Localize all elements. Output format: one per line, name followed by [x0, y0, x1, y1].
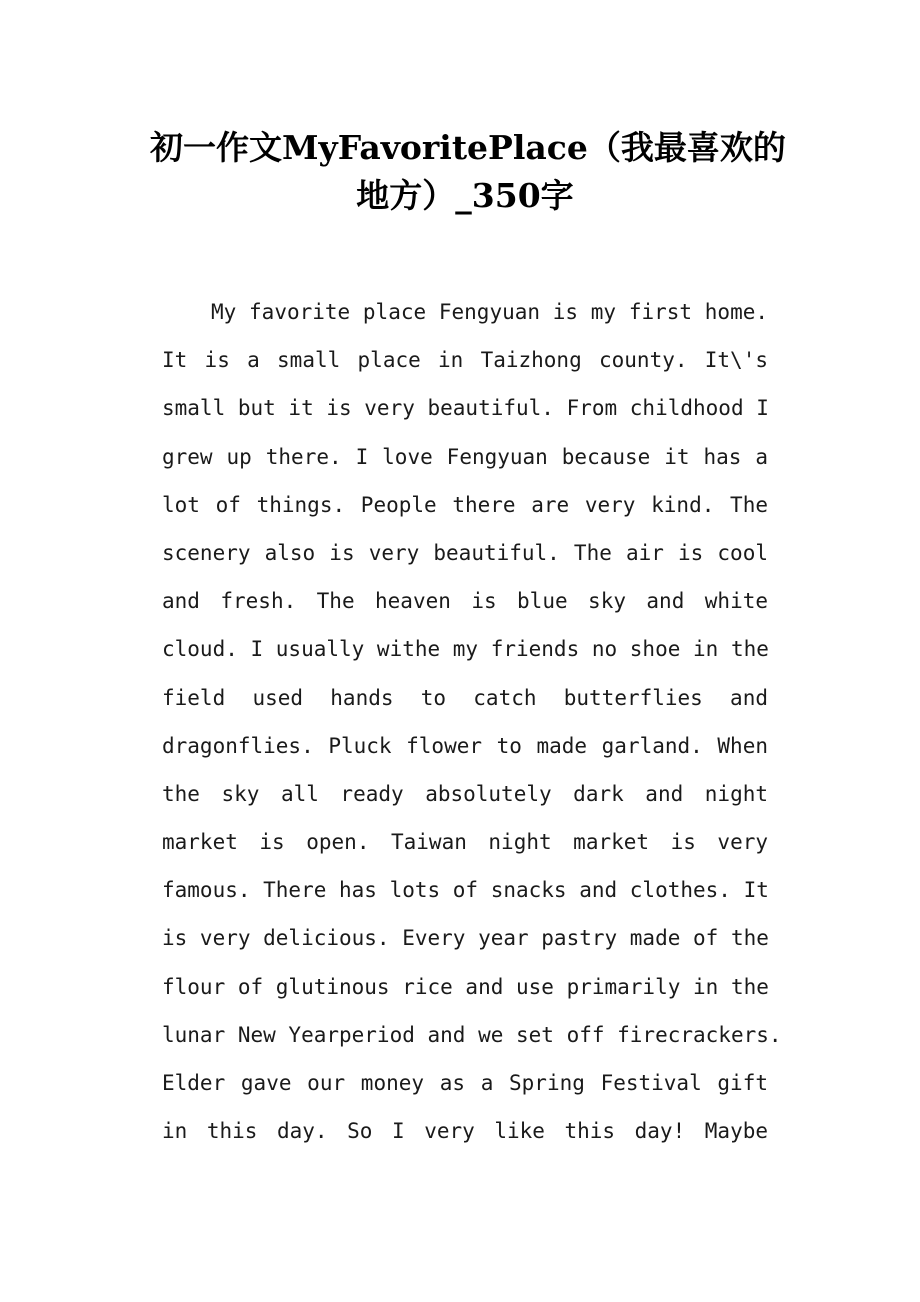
paragraph-line: lunar New Yearperiod and we set off firecrackers. [162, 1022, 782, 1047]
paragraph-line: famous. There has lots of snacks and clothes. It [162, 878, 769, 903]
essay-paragraph [162, 292, 782, 1159]
paragraph-line: and fresh. The heaven is blue sky and white [162, 589, 768, 614]
paragraph-line: is very delicious. Every year pastry made of the [162, 926, 769, 951]
title-line-2: 地方）_350字 [356, 176, 574, 215]
paragraph-line: My favorite place Fengyuan is my first home. [211, 300, 768, 324]
paragraph-line: cloud. I usually withe my friends no shoe in the [162, 637, 769, 662]
paragraph-line: in this day. So I very like this day! Maybe [162, 1119, 768, 1144]
paragraph-line: dragonflies. Pluck flower to made garland. When [162, 733, 768, 758]
paragraph-line: flour of glutinous rice and use primarily in the [162, 974, 769, 999]
paragraph-line: grew up there. I love Fengyuan because it has a [162, 444, 768, 469]
paragraph-line: scenery also is very beautiful. The air is cool [162, 540, 768, 565]
paragraph-line: small but it is very beautiful. From childhood I [162, 396, 769, 421]
paragraph-line: market is open. Taiwan night market is very [162, 830, 768, 855]
paragraph-line: Elder gave our money as a Spring Festival gift [162, 1071, 768, 1095]
paragraph-line: It is a small place in Taizhong county. It\'s [162, 348, 768, 373]
title-line-1: 初一作文MyFavoritePlace（我最喜欢的 [150, 128, 786, 167]
paragraph-line: lot of things. People there are very kind. The [162, 492, 768, 517]
paragraph-line: field used hands to catch butterflies and [162, 685, 768, 710]
page-title [150, 124, 786, 220]
paragraph-line: the sky all ready absolutely dark and night [162, 781, 768, 806]
